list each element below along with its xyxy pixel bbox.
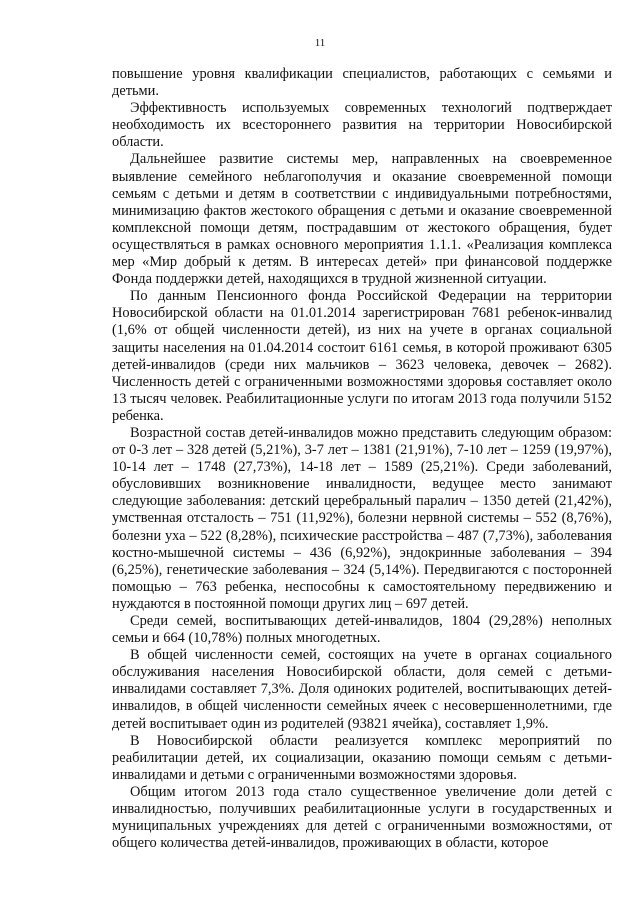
paragraph: Дальнейшее развитие системы мер, направленных на своевременное выявление семейного неблагополучия и оказание своевременной помощи семьям с детьми и детям в соответствии с индивидуальными потребностями, минимизацию фактов жестокого обращения с детьми и оказание своевременной комплексной помощи детям, пострадавшим от жестокого обращения, будет осуществляться в рамках основного мероприятия 1.1.1. «Реализация комплекса мер «Мир добрый к детям. В интересах детей» при финансовой поддержке Фонда поддержки детей, находящихся в трудной жизненной ситуации. (112, 151, 612, 288)
paragraph: В Новосибирской области реализуется комплекс мероприятий по реабилитации детей, их социализации, оказанию помощи семьям с детьми-инвалидами и детьми с ограниченными возможностями здоровья. (112, 732, 612, 783)
paragraph: Возрастной состав детей-инвалидов можно представить следующим образом: от 0-3 лет – 328 детей (5,21%), 3-7 лет – 1381 (21,91%), 7-10 лет – 1259 (19,97%), 10-14 лет – 1748 (27,73%), 14-18 лет – 1589 (25,21%). Среди заболеваний, обусловивших возникновение инвалидности, ведущее место занимают следующие заболевания: детский церебральный паралич – 1350 детей (21,42%), умственная отсталость – 751 (11,92%), болезни нервной системы – 552 (8,76%), болезни уха – 522 (8,28%), психические расстройства – 487 (7,73%), заболевания костно-мышечной системы – 436 (6,92%), эндокринные заболевания – 394 (6,25%), генетические заболевания – 324 (5,14%). Передвигаются с посторонней помощью – 763 ребенка, неспособны к самостоятельному передвижению и нуждаются в постоянной помощи других лиц – 697 детей. (112, 424, 612, 612)
paragraph: По данным Пенсионного фонда Российской Федерации на территории Новосибирской области на 01.01.2014 зарегистрирован 7681 ребенок-инвалид (1,6% от общей численности детей), из них на учете в органах социальной защиты населения на 01.04.2014 состоит 6161 семья, в которой проживают 6305 детей-инвалидов (среди них мальчиков – 3623 человека, девочек – 2682). Численность детей с ограниченными возможностями здоровья составляет около 13 тысяч человек. Реабилитационные услуги по итогам 2013 года получили 5152 ребенка. (112, 288, 612, 424)
document-body (112, 66, 612, 852)
paragraph: повышение уровня квалификации специалистов, работающих с семьями и детьми. (112, 66, 612, 100)
page-number: 11 (314, 37, 326, 49)
paragraph: Эффективность используемых современных технологий подтверждает необходимость их всестороннего развития на территории Новосибирской области. (112, 100, 612, 151)
paragraph: Среди семей, воспитывающих детей-инвалидов, 1804 (29,28%) неполных семьи и 664 (10,78%) полных многодетных. (112, 613, 612, 647)
paragraph: В общей численности семей, состоящих на учете в органах социального обслуживания населения Новосибирской области, доля семей с детьми-инвалидами составляет 7,3%. Доля одиноких родителей, воспитывающих детей-инвалидов, в общей численности семейных ячеек с несовершеннолетними, где детей воспитывает один из родителей (93821 ячейка), составляет 1,9%. (112, 647, 612, 732)
paragraph: Общим итогом 2013 года стало существенное увеличение доли детей с инвалидностью, получивших реабилитационные услуги в государственных и муниципальных учреждениях для детей с ограниченными возможностями, от общего количества детей-инвалидов, проживающих в области, которое (112, 783, 612, 852)
